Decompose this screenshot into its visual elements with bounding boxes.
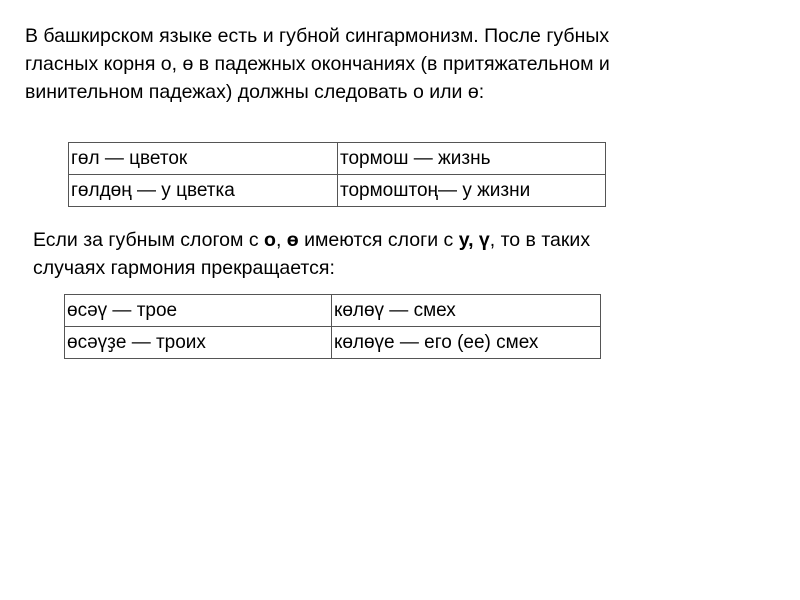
- intro-paragraph: [25, 22, 725, 106]
- intro-line-3: винительном падежах) должны следовать о или ө:: [25, 81, 485, 103]
- bold-vowel-oe: ө: [286, 229, 299, 251]
- bold-vowels-u-ue: у, ү: [458, 229, 490, 251]
- labial-harmony-table: [68, 142, 606, 207]
- table-cell: көлөү — смех: [332, 295, 601, 327]
- text-fragment: имеются слоги с: [298, 229, 459, 251]
- table-row: [65, 327, 601, 359]
- exception-paragraph: [33, 226, 713, 282]
- exception-line-1: [33, 226, 713, 254]
- table-cell: өсәүҙе — троих: [65, 327, 332, 359]
- table-cell: тормоштоң— у жизни: [338, 175, 606, 207]
- table-row: [69, 143, 606, 175]
- table-cell: өсәү — трое: [65, 295, 332, 327]
- text-fragment: Если за губным слогом с: [33, 229, 265, 251]
- table-cell: тормош — жизнь: [338, 143, 606, 175]
- table-row: [69, 175, 606, 207]
- intro-line-2: гласных корня о, ө в падежных окончаниях (в притяжательном и: [25, 53, 610, 75]
- exception-line-2: случаях гармония прекращается:: [33, 257, 335, 279]
- exception-examples-table: [64, 294, 601, 359]
- table-cell: гөлдөң — у цветка: [69, 175, 338, 207]
- table-row: [65, 295, 601, 327]
- table-cell: көлөүе — его (ее) смех: [332, 327, 601, 359]
- bold-vowel-o: о: [264, 229, 276, 251]
- text-fragment: ,: [275, 229, 287, 251]
- intro-line-1: В башкирском языке есть и губной сингармонизм. После губных: [25, 25, 610, 47]
- text-fragment: , то в таких: [489, 229, 591, 251]
- table-cell: гөл — цветок: [69, 143, 338, 175]
